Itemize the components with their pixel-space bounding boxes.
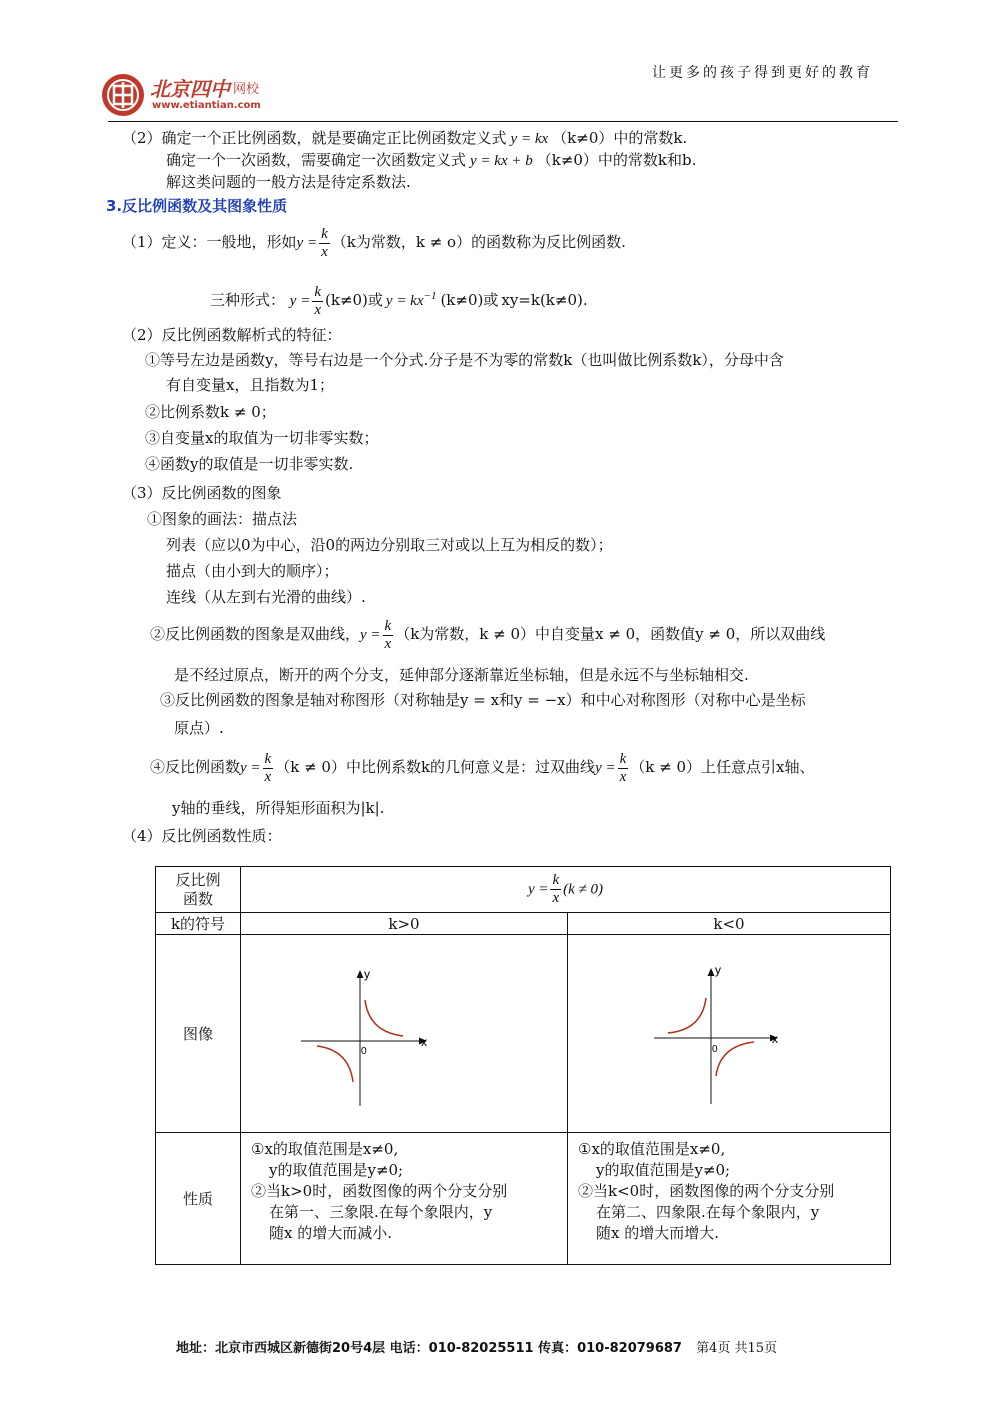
feature-3: ③自变量x的取值为一切非零实数； <box>145 429 379 447</box>
hyperbola-branch-q4 <box>716 1042 754 1076</box>
fraction-k-over-x: $\frac{k}{x}$ <box>321 225 328 260</box>
graph-item-4: ④反比例函数y = $\frac{k}{x}$ （k ≠ 0）中比例系数k的几何意义是：过双曲线y = $\frac{k}{x}$ （k ≠ 0）上任意点引x轴、 <box>150 750 815 785</box>
graph-k-positive-cell <box>241 935 568 1133</box>
graph-item-3-cont: 原点）. <box>174 719 224 737</box>
fraction-k-over-x: $\frac{k}{x}$ <box>314 283 321 318</box>
y-axis-arrow <box>708 968 715 976</box>
graph-item-1a: 列表（应以0为中心，沿0的两边分别取三对或以上互为相反的数）； <box>166 536 613 554</box>
y-axis-label: y <box>715 962 721 977</box>
properties-title: （4）反比例函数性质： <box>122 827 282 845</box>
properties-k-negative: ①x的取值范围是x≠0, y的取值范围是y≠0; ②当k<0时，函数图像的两个分支分别 在第二、四象限.在每个象限内，y 随x 的增大而增大. <box>568 1133 891 1265</box>
p2-line3: 解这类问题的一般方法是待定系数法. <box>166 173 411 191</box>
graph-item-2: ②反比例函数的图象是双曲线，y = $\frac{k}{x}$ （k为常数，k ≠ 0）中自变量x ≠ 0，函数值y ≠ 0，所以双曲线 <box>150 617 826 652</box>
header-slogan: 让更多的孩子得到更好的教育 <box>652 65 873 81</box>
table-row <box>156 867 891 913</box>
row-label-graph: 图像 <box>156 935 241 1133</box>
graph-item-1: ①图象的画法：描点法 <box>147 510 298 528</box>
table-row <box>156 1133 891 1265</box>
graph-item-4-cont: y轴的垂线，所得矩形面积为|k|. <box>172 799 385 817</box>
properties-table <box>155 866 891 1265</box>
feature-4: ④函数y的取值是一切非零实数. <box>145 455 354 473</box>
header-k-negative: k<0 <box>568 913 891 935</box>
y-axis-label: y <box>364 966 370 981</box>
logo-text: 北京四中 <box>150 77 230 101</box>
header-rule <box>108 121 898 122</box>
three-forms-line: 三种形式： y = $\frac{k}{x}$ (k≠0)或 $y = kx^{-1}$ (k≠0)或 xy=k(k≠0). <box>210 283 588 318</box>
row-label-properties: 性质 <box>156 1133 241 1265</box>
x-axis-label: x <box>772 1031 778 1046</box>
graph-item-2-cont: 是不经过原点，断开的两个分支，延伸部分逐渐靠近坐标轴，但是永远不与坐标轴相交. <box>174 666 749 684</box>
fraction-k-over-x: $\frac{k}{x}$ <box>264 750 272 785</box>
graph-item-1c: 连线（从左到右光滑的曲线）. <box>166 588 366 606</box>
logo <box>100 70 290 120</box>
section-title: 3.反比例函数及其图象性质 <box>106 197 288 215</box>
hyperbola-branch-q2 <box>668 998 706 1033</box>
origin-label: 0 <box>712 1043 718 1055</box>
function-formula: y = $\frac{k}{x}$ (k ≠ 0) <box>241 867 891 913</box>
logo-net: 网校 <box>233 82 260 97</box>
hyperbola-branch-q3 <box>317 1046 353 1082</box>
logo-url: www.etiantian.com <box>152 100 261 111</box>
fraction-k-over-x: $\frac{k}{x}$ <box>384 617 392 652</box>
table-row <box>156 935 891 1133</box>
feature-1-cont: 有自变量x，且指数为1； <box>166 376 335 394</box>
footer-page: 第4页 共15页 <box>696 1341 778 1356</box>
row-label-sign: k的符号 <box>156 913 241 935</box>
y-axis-arrow <box>357 970 364 978</box>
properties-k-positive: ①x的取值范围是x≠0, y的取值范围是y≠0; ②当k>0时，函数图像的两个分支分别 在第一、三象限.在每个象限内，y 随x 的增大而减小. <box>241 1133 568 1265</box>
p2-line1: （2）确定一个正比例函数，就是要确定正比例函数定义式 y = kx （k≠0）中的常数k. <box>122 129 688 147</box>
graph-item-1b: 描点（由小到大的顺序）； <box>166 562 339 580</box>
footer <box>176 1337 777 1356</box>
feature-2: ②比例系数k ≠ 0； <box>145 403 276 421</box>
fraction-k-over-x: $\frac{k}{x}$ <box>552 872 560 906</box>
graph-k-negative <box>568 936 888 1132</box>
graph-k-negative-cell <box>568 935 891 1133</box>
graph-k-positive <box>241 936 567 1132</box>
row-label-function: 反比例 函数 <box>156 867 241 913</box>
table-row <box>156 913 891 935</box>
fraction-k-over-x: $\frac{k}{x}$ <box>619 750 627 785</box>
header-k-positive: k>0 <box>241 913 568 935</box>
x-axis-label: x <box>421 1034 427 1049</box>
graph-title: （3）反比例函数的图象 <box>122 484 282 502</box>
feature-1: ①等号左边是函数y，等号右边是一个分式.分子是不为零的常数k（也叫做比例系数k），分母中含 <box>145 351 784 369</box>
origin-label: 0 <box>361 1045 367 1057</box>
definition-line: （1）定义：一般地，形如y = $\frac{k}{x}$ （k为常数，k ≠ o）的函数称为反比例函数. <box>122 225 626 260</box>
logo-emblem-icon <box>100 72 146 118</box>
footer-address: 地址：北京市西城区新德街20号4层 电话：010-82025511 传真：010-82079687 <box>176 1341 682 1356</box>
features-title: （2）反比例函数解析式的特征： <box>122 326 342 344</box>
graph-item-3: ③反比例函数的图象是轴对称图形（对称轴是y = x和y = −x）和中心对称图形（对称中心是坐标 <box>160 691 806 709</box>
hyperbola-branch-q1 <box>365 1000 403 1036</box>
p2-line2: 确定一个一次函数，需要确定一次函数定义式 y = kx + b （k≠0）中的常数k和b. <box>166 151 697 169</box>
